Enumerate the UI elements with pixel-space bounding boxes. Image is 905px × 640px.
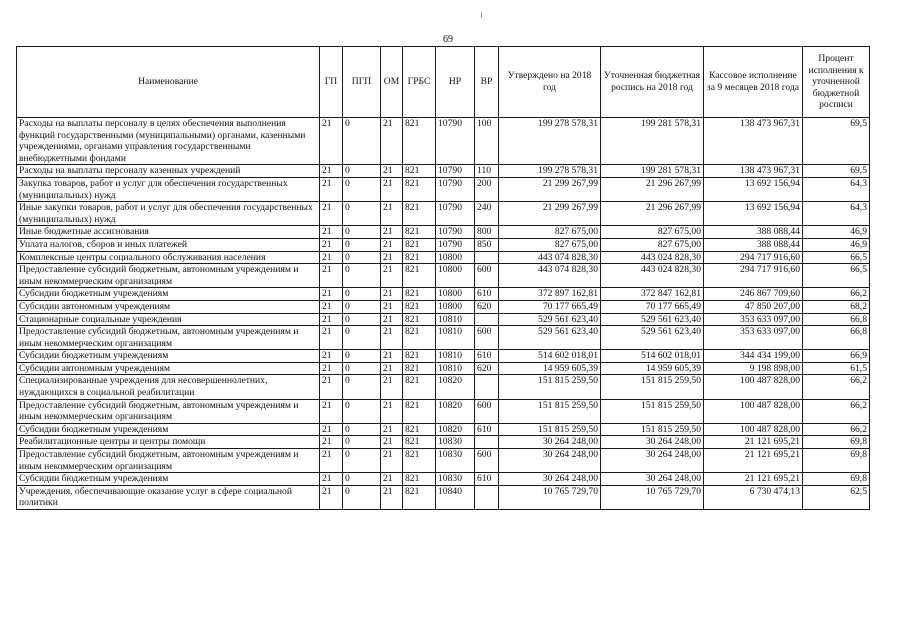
cell-gp: 21 — [320, 226, 343, 239]
cell-vr: 600 — [475, 399, 499, 423]
cell-vr: 600 — [475, 264, 499, 288]
page-number: 69 — [443, 34, 453, 45]
cell-revised: 443 024 828,30 — [601, 251, 704, 264]
cell-grbs: 821 — [403, 313, 436, 326]
table-row — [17, 118, 870, 165]
table-row — [17, 300, 870, 313]
cell-pgp: 0 — [343, 118, 381, 165]
cell-vr — [475, 485, 499, 509]
table-row — [17, 473, 870, 486]
cell-revised: 30 264 248,00 — [601, 473, 704, 486]
cell-gp: 21 — [320, 165, 343, 178]
cell-revised: 14 959 605,39 — [601, 362, 704, 375]
table-row — [17, 226, 870, 239]
cell-gp: 21 — [320, 238, 343, 251]
cell-nr: 10820 — [436, 423, 475, 436]
cell-grbs: 821 — [403, 118, 436, 165]
cell-pgp: 0 — [343, 202, 381, 226]
cell-approved: 199 278 578,31 — [499, 165, 601, 178]
cell-pgp: 0 — [343, 362, 381, 375]
cell-pgp: 0 — [343, 375, 381, 399]
cell-percent: 46,9 — [803, 226, 870, 239]
cell-revised: 30 264 248,00 — [601, 449, 704, 473]
cell-vr: 610 — [475, 423, 499, 436]
cell-revised: 372 847 162,81 — [601, 288, 704, 301]
cell-grbs: 821 — [403, 423, 436, 436]
cell-om: 21 — [381, 423, 403, 436]
cell-cash-execution: 47 850 207,00 — [704, 300, 803, 313]
cell-cash-execution: 9 198 898,00 — [704, 362, 803, 375]
cell-pgp: 0 — [343, 288, 381, 301]
cell-cash-execution: 344 434 199,00 — [704, 350, 803, 363]
cell-cash-execution: 13 692 156,94 — [704, 177, 803, 201]
table-row — [17, 350, 870, 363]
cell-name: Предоставление субсидий бюджетным, автономным учреждениям и иным некоммерческим организациям — [17, 326, 320, 350]
cell-om: 21 — [381, 313, 403, 326]
cell-name: Предоставление субсидий бюджетным, автономным учреждениям и иным некоммерческим организациям — [17, 399, 320, 423]
table-row — [17, 423, 870, 436]
cell-revised: 827 675,00 — [601, 226, 704, 239]
cell-nr: 10810 — [436, 362, 475, 375]
cell-pgp: 0 — [343, 165, 381, 178]
cell-pgp: 0 — [343, 264, 381, 288]
cell-cash-execution: 388 088,44 — [704, 238, 803, 251]
cell-nr: 10790 — [436, 202, 475, 226]
cell-pgp: 0 — [343, 350, 381, 363]
cell-cash-execution: 353 633 097,00 — [704, 326, 803, 350]
cell-name: Субсидии бюджетным учреждениям — [17, 350, 320, 363]
cell-vr: 620 — [475, 362, 499, 375]
cell-pgp: 0 — [343, 473, 381, 486]
cell-name: Специализированные учреждения для несовершеннолетних, нуждающихся в социальной реабилитации — [17, 375, 320, 399]
cell-cash-execution: 138 473 967,31 — [704, 118, 803, 165]
cell-cash-execution: 353 633 097,00 — [704, 313, 803, 326]
cell-om: 21 — [381, 375, 403, 399]
cell-om: 21 — [381, 238, 403, 251]
cell-percent: 62,5 — [803, 485, 870, 509]
cell-gp: 21 — [320, 449, 343, 473]
cell-approved: 443 074 828,30 — [499, 264, 601, 288]
cell-nr: 10800 — [436, 300, 475, 313]
cell-revised: 514 602 018,01 — [601, 350, 704, 363]
budget-table — [16, 46, 870, 510]
cell-om: 21 — [381, 118, 403, 165]
cell-approved: 827 675,00 — [499, 226, 601, 239]
table-row — [17, 326, 870, 350]
cell-nr: 10790 — [436, 177, 475, 201]
cell-percent: 66,5 — [803, 264, 870, 288]
cell-name: Учреждения, обеспечивающие оказание услуг в сфере социальной политики — [17, 485, 320, 509]
cell-percent: 69,5 — [803, 165, 870, 178]
cell-gp: 21 — [320, 375, 343, 399]
cell-nr: 10810 — [436, 313, 475, 326]
scan-mark — [481, 12, 482, 18]
cell-name: Субсидии бюджетным учреждениям — [17, 288, 320, 301]
cell-nr: 10830 — [436, 449, 475, 473]
table-row — [17, 264, 870, 288]
cell-grbs: 821 — [403, 264, 436, 288]
cell-approved: 21 299 267,99 — [499, 177, 601, 201]
header-om: ОМ — [381, 47, 403, 118]
cell-vr: 610 — [475, 473, 499, 486]
cell-approved: 21 299 267,99 — [499, 202, 601, 226]
cell-pgp: 0 — [343, 326, 381, 350]
cell-name: Иные бюджетные ассигнования — [17, 226, 320, 239]
header-cash-execution: Кассовое исполнение за 9 месяцев 2018 года — [704, 47, 803, 118]
table-row — [17, 177, 870, 201]
cell-grbs: 821 — [403, 300, 436, 313]
cell-grbs: 821 — [403, 177, 436, 201]
cell-gp: 21 — [320, 264, 343, 288]
cell-revised: 199 281 578,31 — [601, 118, 704, 165]
cell-gp: 21 — [320, 473, 343, 486]
cell-vr: 600 — [475, 449, 499, 473]
cell-vr — [475, 313, 499, 326]
cell-vr: 110 — [475, 165, 499, 178]
cell-gp: 21 — [320, 436, 343, 449]
cell-grbs: 821 — [403, 165, 436, 178]
cell-cash-execution: 21 121 695,21 — [704, 436, 803, 449]
cell-cash-execution: 138 473 967,31 — [704, 165, 803, 178]
cell-gp: 21 — [320, 202, 343, 226]
cell-percent: 66,2 — [803, 375, 870, 399]
cell-grbs: 821 — [403, 326, 436, 350]
cell-percent: 66,2 — [803, 423, 870, 436]
cell-name: Расходы на выплаты персоналу в целях обеспечения выполнения функций государственными (муниципальными) органами, казенными учреждениями, органами управления государственными внебюджетными фондами — [17, 118, 320, 165]
cell-cash-execution: 388 088,44 — [704, 226, 803, 239]
table-row — [17, 436, 870, 449]
cell-grbs: 821 — [403, 375, 436, 399]
cell-approved: 151 815 259,50 — [499, 399, 601, 423]
cell-gp: 21 — [320, 326, 343, 350]
cell-grbs: 821 — [403, 436, 436, 449]
table-row — [17, 485, 870, 509]
cell-nr: 10790 — [436, 165, 475, 178]
cell-name: Комплексные центры социального обслуживания населения — [17, 251, 320, 264]
cell-percent: 66,9 — [803, 350, 870, 363]
cell-nr: 10800 — [436, 251, 475, 264]
cell-grbs: 821 — [403, 449, 436, 473]
cell-gp: 21 — [320, 350, 343, 363]
cell-pgp: 0 — [343, 238, 381, 251]
cell-vr — [475, 375, 499, 399]
cell-revised: 21 296 267,99 — [601, 202, 704, 226]
cell-vr: 610 — [475, 350, 499, 363]
cell-approved: 70 177 665,49 — [499, 300, 601, 313]
cell-grbs: 821 — [403, 288, 436, 301]
cell-percent: 69,8 — [803, 449, 870, 473]
cell-grbs: 821 — [403, 362, 436, 375]
cell-approved: 443 074 828,30 — [499, 251, 601, 264]
cell-pgp: 0 — [343, 177, 381, 201]
cell-cash-execution: 294 717 916,60 — [704, 264, 803, 288]
cell-om: 21 — [381, 288, 403, 301]
cell-vr: 100 — [475, 118, 499, 165]
cell-pgp: 0 — [343, 226, 381, 239]
cell-percent: 64,3 — [803, 202, 870, 226]
cell-pgp: 0 — [343, 436, 381, 449]
table-row — [17, 238, 870, 251]
cell-revised: 529 561 623,40 — [601, 326, 704, 350]
cell-om: 21 — [381, 436, 403, 449]
cell-approved: 529 561 623,40 — [499, 326, 601, 350]
cell-om: 21 — [381, 202, 403, 226]
header-revised: Уточненная бюджетная роспись на 2018 год — [601, 47, 704, 118]
cell-approved: 827 675,00 — [499, 238, 601, 251]
cell-nr: 10790 — [436, 118, 475, 165]
cell-grbs: 821 — [403, 350, 436, 363]
cell-percent: 69,5 — [803, 118, 870, 165]
cell-cash-execution: 100 487 828,00 — [704, 399, 803, 423]
cell-vr: 800 — [475, 226, 499, 239]
cell-om: 21 — [381, 473, 403, 486]
cell-percent: 66,2 — [803, 288, 870, 301]
table-row — [17, 202, 870, 226]
cell-revised: 10 765 729,70 — [601, 485, 704, 509]
cell-vr: 600 — [475, 326, 499, 350]
cell-grbs: 821 — [403, 485, 436, 509]
cell-grbs: 821 — [403, 202, 436, 226]
table-row — [17, 375, 870, 399]
table-row — [17, 313, 870, 326]
cell-vr: 610 — [475, 288, 499, 301]
cell-percent: 61,5 — [803, 362, 870, 375]
cell-gp: 21 — [320, 362, 343, 375]
cell-percent: 69,8 — [803, 473, 870, 486]
header-name: Наименование — [17, 47, 320, 118]
cell-nr: 10830 — [436, 473, 475, 486]
cell-cash-execution: 21 121 695,21 — [704, 473, 803, 486]
table-row — [17, 165, 870, 178]
header-grbs: ГРБС — [403, 47, 436, 118]
cell-vr — [475, 436, 499, 449]
cell-name: Субсидии бюджетным учреждениям — [17, 423, 320, 436]
cell-cash-execution: 21 121 695,21 — [704, 449, 803, 473]
cell-om: 21 — [381, 449, 403, 473]
cell-name: Субсидии автономным учреждениям — [17, 300, 320, 313]
cell-cash-execution: 294 717 916,60 — [704, 251, 803, 264]
cell-nr: 10790 — [436, 238, 475, 251]
cell-approved: 14 959 605,39 — [499, 362, 601, 375]
header-percent: Процент исполнения к уточненной бюджетной росписи — [803, 47, 870, 118]
cell-cash-execution: 100 487 828,00 — [704, 423, 803, 436]
cell-cash-execution: 13 692 156,94 — [704, 202, 803, 226]
table-row — [17, 399, 870, 423]
cell-pgp: 0 — [343, 300, 381, 313]
cell-approved: 199 278 578,31 — [499, 118, 601, 165]
cell-grbs: 821 — [403, 399, 436, 423]
cell-name: Субсидии автономным учреждениям — [17, 362, 320, 375]
cell-revised: 827 675,00 — [601, 238, 704, 251]
cell-om: 21 — [381, 177, 403, 201]
cell-approved: 529 561 623,40 — [499, 313, 601, 326]
cell-name: Стационарные социальные учреждения — [17, 313, 320, 326]
cell-name: Иные закупки товаров, работ и услуг для обеспечения государственных (муниципальных) нужд — [17, 202, 320, 226]
cell-cash-execution: 100 487 828,00 — [704, 375, 803, 399]
cell-cash-execution: 6 730 474,13 — [704, 485, 803, 509]
cell-approved: 151 815 259,50 — [499, 423, 601, 436]
cell-pgp: 0 — [343, 423, 381, 436]
cell-nr: 10840 — [436, 485, 475, 509]
table-header-row — [17, 47, 870, 118]
cell-pgp: 0 — [343, 449, 381, 473]
cell-gp: 21 — [320, 485, 343, 509]
cell-gp: 21 — [320, 177, 343, 201]
cell-vr: 620 — [475, 300, 499, 313]
cell-approved: 30 264 248,00 — [499, 436, 601, 449]
cell-pgp: 0 — [343, 313, 381, 326]
cell-revised: 70 177 665,49 — [601, 300, 704, 313]
cell-om: 21 — [381, 226, 403, 239]
cell-grbs: 821 — [403, 226, 436, 239]
cell-pgp: 0 — [343, 485, 381, 509]
cell-vr: 240 — [475, 202, 499, 226]
cell-om: 21 — [381, 300, 403, 313]
cell-name: Реабилитационные центры и центры помощи — [17, 436, 320, 449]
cell-gp: 21 — [320, 300, 343, 313]
cell-percent: 66,2 — [803, 399, 870, 423]
table-body — [17, 118, 870, 510]
header-vr: ВР — [475, 47, 499, 118]
cell-name: Предоставление субсидий бюджетным, автономным учреждениям и иным некоммерческим организациям — [17, 264, 320, 288]
cell-om: 21 — [381, 165, 403, 178]
cell-revised: 30 264 248,00 — [601, 436, 704, 449]
cell-percent: 66,5 — [803, 251, 870, 264]
cell-name: Субсидии бюджетным учреждениям — [17, 473, 320, 486]
cell-percent: 69,8 — [803, 436, 870, 449]
cell-approved: 10 765 729,70 — [499, 485, 601, 509]
cell-approved: 514 602 018,01 — [499, 350, 601, 363]
cell-approved: 30 264 248,00 — [499, 449, 601, 473]
cell-nr: 10820 — [436, 399, 475, 423]
table-row — [17, 251, 870, 264]
cell-name: Расходы на выплаты персоналу казенных учреждений — [17, 165, 320, 178]
cell-approved: 30 264 248,00 — [499, 473, 601, 486]
cell-gp: 21 — [320, 288, 343, 301]
header-approved: Утверждено на 2018 год — [499, 47, 601, 118]
cell-nr: 10810 — [436, 326, 475, 350]
cell-revised: 443 024 828,30 — [601, 264, 704, 288]
header-pgp: ПГП — [343, 47, 381, 118]
cell-revised: 151 815 259,50 — [601, 375, 704, 399]
cell-vr — [475, 251, 499, 264]
cell-name: Уплата налогов, сборов и иных платежей — [17, 238, 320, 251]
cell-percent: 66,8 — [803, 313, 870, 326]
cell-nr: 10800 — [436, 264, 475, 288]
cell-nr: 10830 — [436, 436, 475, 449]
cell-gp: 21 — [320, 423, 343, 436]
cell-revised: 21 296 267,99 — [601, 177, 704, 201]
cell-nr: 10820 — [436, 375, 475, 399]
cell-pgp: 0 — [343, 399, 381, 423]
cell-om: 21 — [381, 326, 403, 350]
cell-percent: 46,9 — [803, 238, 870, 251]
table-row — [17, 449, 870, 473]
cell-om: 21 — [381, 362, 403, 375]
cell-grbs: 821 — [403, 238, 436, 251]
cell-om: 21 — [381, 350, 403, 363]
cell-revised: 529 561 623,40 — [601, 313, 704, 326]
cell-approved: 151 815 259,50 — [499, 375, 601, 399]
cell-percent: 64,3 — [803, 177, 870, 201]
cell-om: 21 — [381, 251, 403, 264]
cell-om: 21 — [381, 264, 403, 288]
cell-approved: 372 897 162,81 — [499, 288, 601, 301]
cell-om: 21 — [381, 485, 403, 509]
cell-om: 21 — [381, 399, 403, 423]
cell-pgp: 0 — [343, 251, 381, 264]
cell-nr: 10810 — [436, 350, 475, 363]
cell-gp: 21 — [320, 118, 343, 165]
cell-grbs: 821 — [403, 251, 436, 264]
header-gp: ГП — [320, 47, 343, 118]
header-nr: НР — [436, 47, 475, 118]
cell-name: Закупка товаров, работ и услуг для обеспечения государственных (муниципальных) нужд — [17, 177, 320, 201]
cell-revised: 151 815 259,50 — [601, 423, 704, 436]
cell-vr: 850 — [475, 238, 499, 251]
cell-gp: 21 — [320, 313, 343, 326]
cell-cash-execution: 246 867 709,60 — [704, 288, 803, 301]
cell-nr: 10790 — [436, 226, 475, 239]
cell-grbs: 821 — [403, 473, 436, 486]
cell-percent: 66,8 — [803, 326, 870, 350]
cell-gp: 21 — [320, 251, 343, 264]
table-row — [17, 362, 870, 375]
cell-name: Предоставление субсидий бюджетным, автономным учреждениям и иным некоммерческим организациям — [17, 449, 320, 473]
cell-revised: 151 815 259,50 — [601, 399, 704, 423]
table-row — [17, 288, 870, 301]
cell-percent: 68,2 — [803, 300, 870, 313]
cell-revised: 199 281 578,31 — [601, 165, 704, 178]
cell-vr: 200 — [475, 177, 499, 201]
cell-gp: 21 — [320, 399, 343, 423]
cell-nr: 10800 — [436, 288, 475, 301]
